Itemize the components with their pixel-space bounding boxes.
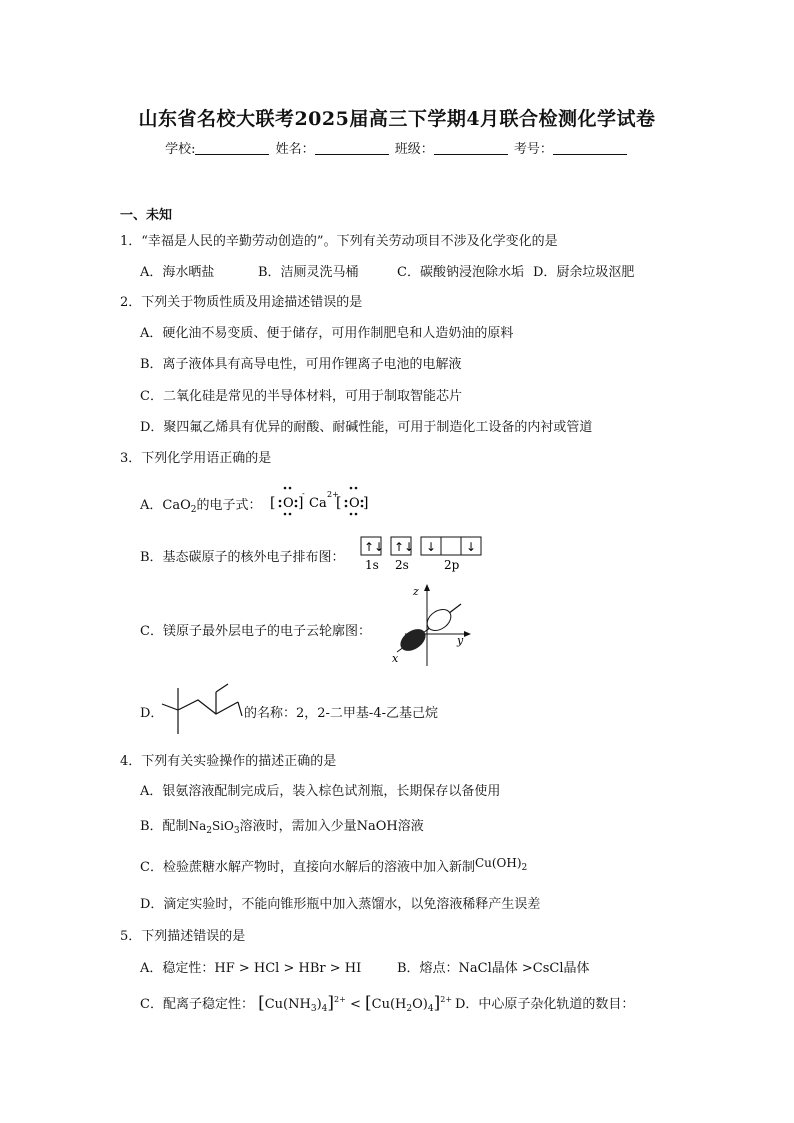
ca-ion: Ca — [309, 496, 327, 511]
complex-ion-nh3: $[Cu(NH_3)_4]^{2+}$ — [258, 993, 346, 1014]
q5-stem: 5．下列描述错误的是 — [120, 929, 246, 944]
svg-text:[: [ — [336, 495, 342, 511]
q5-option-d: D．中心原子杂化轨道的数目： — [455, 997, 635, 1012]
field-name-label: 姓名： — [275, 142, 315, 157]
axis-y: y — [457, 634, 464, 647]
q3-option-d-prefix: D． — [140, 706, 164, 721]
q1-option-a: A．海水晒盐 — [140, 265, 215, 280]
axis-z: z — [413, 585, 419, 598]
carbon-orbital-diagram — [360, 536, 486, 572]
svg-text:-: - — [302, 489, 305, 498]
axis-x: x — [392, 652, 399, 665]
field-name-blank[interactable] — [315, 141, 389, 155]
field-class-label: 班级： — [394, 142, 434, 157]
field-id-blank[interactable] — [553, 141, 627, 155]
q1-option-b: B．洁厕灵洗马桶 — [258, 265, 359, 280]
na2sio3-formula: $Na_2SiO_3$ — [188, 819, 240, 836]
orbital-label-2p: 2p — [444, 558, 460, 572]
complex-ion-h2o: $[Cu(H_2O)_4]^{2+}$ — [365, 993, 453, 1014]
q3-stem: 3．下列化学用语正确的是 — [120, 451, 272, 466]
cuoh2-formula: $Cu(OH)_2$ — [474, 856, 528, 873]
svg-text:↓: ↓ — [426, 540, 437, 554]
q3-option-d: 的名称：2，2-二甲基-4-乙基己烷 — [244, 706, 438, 721]
field-class-blank[interactable] — [434, 141, 508, 155]
skeletal-structure — [158, 680, 244, 736]
q4-stem: 4．下列有关实验操作的描述正确的是 — [120, 754, 337, 769]
section-heading: 一、未知 — [120, 208, 173, 223]
electron-cloud-diagram — [385, 582, 475, 668]
q3-option-a: A．CaO$_2$的电子式： — [140, 498, 262, 515]
cao2-formula: CaO$_2$ — [162, 498, 197, 515]
orbital-label-2s: 2s — [395, 558, 409, 572]
field-school-blank[interactable] — [195, 141, 269, 155]
q2-stem: 2．下列关于物质性质及用途描述错误的是 — [120, 295, 363, 310]
svg-text:]: ] — [298, 495, 304, 511]
q5-option-c: C．配离子稳定性： $[Cu(NH_3)_4]^{2+} < [Cu(H_2O)_4]^{2+}$ — [140, 993, 453, 1014]
orbital-label-1s: 1s — [365, 558, 379, 572]
ca-charge: 2+ — [327, 490, 339, 499]
svg-text:↓: ↓ — [466, 540, 477, 554]
page-title: 山东省名校大联考2025届高三下学期4月联合检测化学试卷 — [138, 108, 656, 130]
q4-option-c: C．检验蔗糖水解产物时，直接向水解后的溶液中加入新制$Cu(OH)_2$ — [140, 856, 528, 875]
q2-option-b: B．离子液体具有高导电性，可用作锂离子电池的电解液 — [140, 357, 462, 372]
svg-text:]: ] — [363, 495, 368, 511]
q5-option-b: B．熔点：NaCl晶体 >CsCl晶体 — [397, 961, 590, 976]
o-atom-2: O — [349, 496, 360, 511]
q2-option-a: A．硬化油不易变质、便于储存，可用作制肥皂和人造奶油的原料 — [140, 326, 514, 341]
field-school-label: 学校: — [165, 142, 196, 157]
student-info-row — [0, 138, 794, 157]
q4-option-d: D．滴定实验时，不能向锥形瓶中加入蒸馏水，以免溶液稀释产生误差 — [140, 897, 541, 912]
q1-option-d: D．厨余垃圾沤肥 — [533, 265, 635, 280]
q4-option-b: B．配制$Na_2SiO_3$溶液时，需加入少量NaOH溶液 — [140, 819, 424, 836]
svg-text:[: [ — [270, 495, 276, 511]
svg-text:↑↓: ↑↓ — [364, 540, 385, 554]
svg-text:↑↓: ↑↓ — [394, 540, 415, 554]
q3-option-b: B．基态碳原子的核外电子排布图： — [140, 550, 345, 565]
q4-option-a: A．银氨溶液配制完成后，装入棕色试剂瓶，长期保存以备使用 — [140, 784, 501, 799]
o-atom-1: O — [283, 496, 294, 511]
field-id-label: 考号： — [513, 142, 553, 157]
q2-option-d: D．聚四氟乙烯具有优异的耐酸、耐碱性能，可用于制造化工设备的内衬或管道 — [140, 420, 593, 435]
q2-option-c: C．二氧化硅是常见的半导体材料，可用于制取智能芯片 — [140, 389, 462, 404]
cao2-electron-dot-diagram — [268, 482, 368, 518]
q3-option-c: C．镁原子最外层电子的电子云轮廓图： — [140, 624, 371, 639]
q5-option-a: A．稳定性：HF > HCl > HBr > HI — [140, 961, 362, 976]
q1-stem: 1．“幸福是人民的辛勤劳动创造的”。下列有关劳动项目不涉及化学变化的是 — [120, 234, 558, 249]
q1-option-c: C．碳酸钠浸泡除水垢 — [397, 265, 524, 280]
